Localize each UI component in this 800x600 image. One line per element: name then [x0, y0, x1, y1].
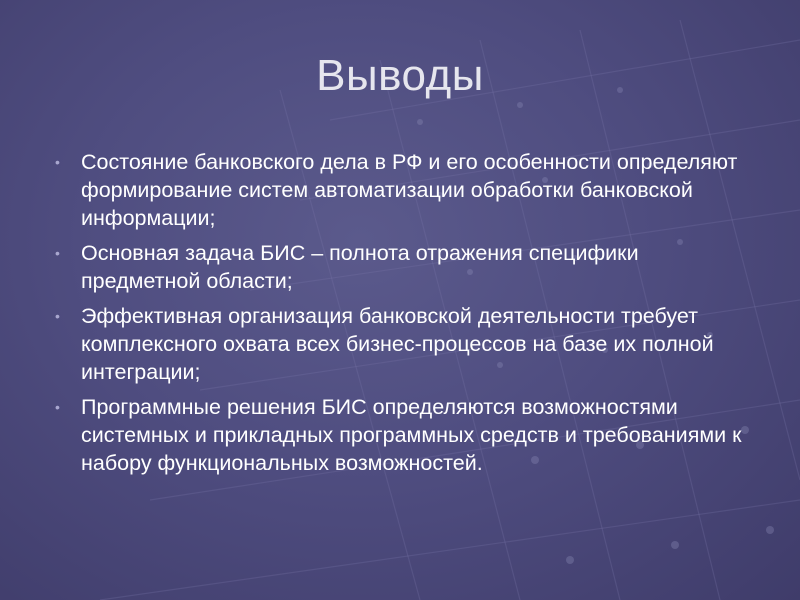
bullet-dot-icon: •	[55, 154, 60, 170]
bullet-dot-icon: •	[55, 308, 60, 324]
bullet-text: Программные решения БИС определяются возможностями системных и прикладных программных средств и требованиями к набору функциональных возможностей.	[81, 395, 742, 475]
bullet-text: Состояние банковского дела в РФ и его особенности определяют формирование систем автоматизации обработки банковской информации;	[81, 150, 738, 230]
bullet-item	[55, 302, 755, 386]
bullet-dot-icon: •	[55, 399, 60, 415]
bullet-list	[55, 148, 755, 484]
bullet-dot-icon: •	[55, 245, 60, 261]
bullet-text: Эффективная организация банковской деятельности требует комплексного охвата всех бизнес-процессов на базе их полной интеграции;	[81, 304, 714, 384]
bullet-item	[55, 148, 755, 232]
bullet-text: Основная задача БИС – полнота отражения специфики предметной области;	[81, 241, 639, 293]
bullet-item	[55, 239, 755, 295]
slide-title: Выводы	[316, 51, 484, 100]
bullet-item	[55, 393, 755, 477]
